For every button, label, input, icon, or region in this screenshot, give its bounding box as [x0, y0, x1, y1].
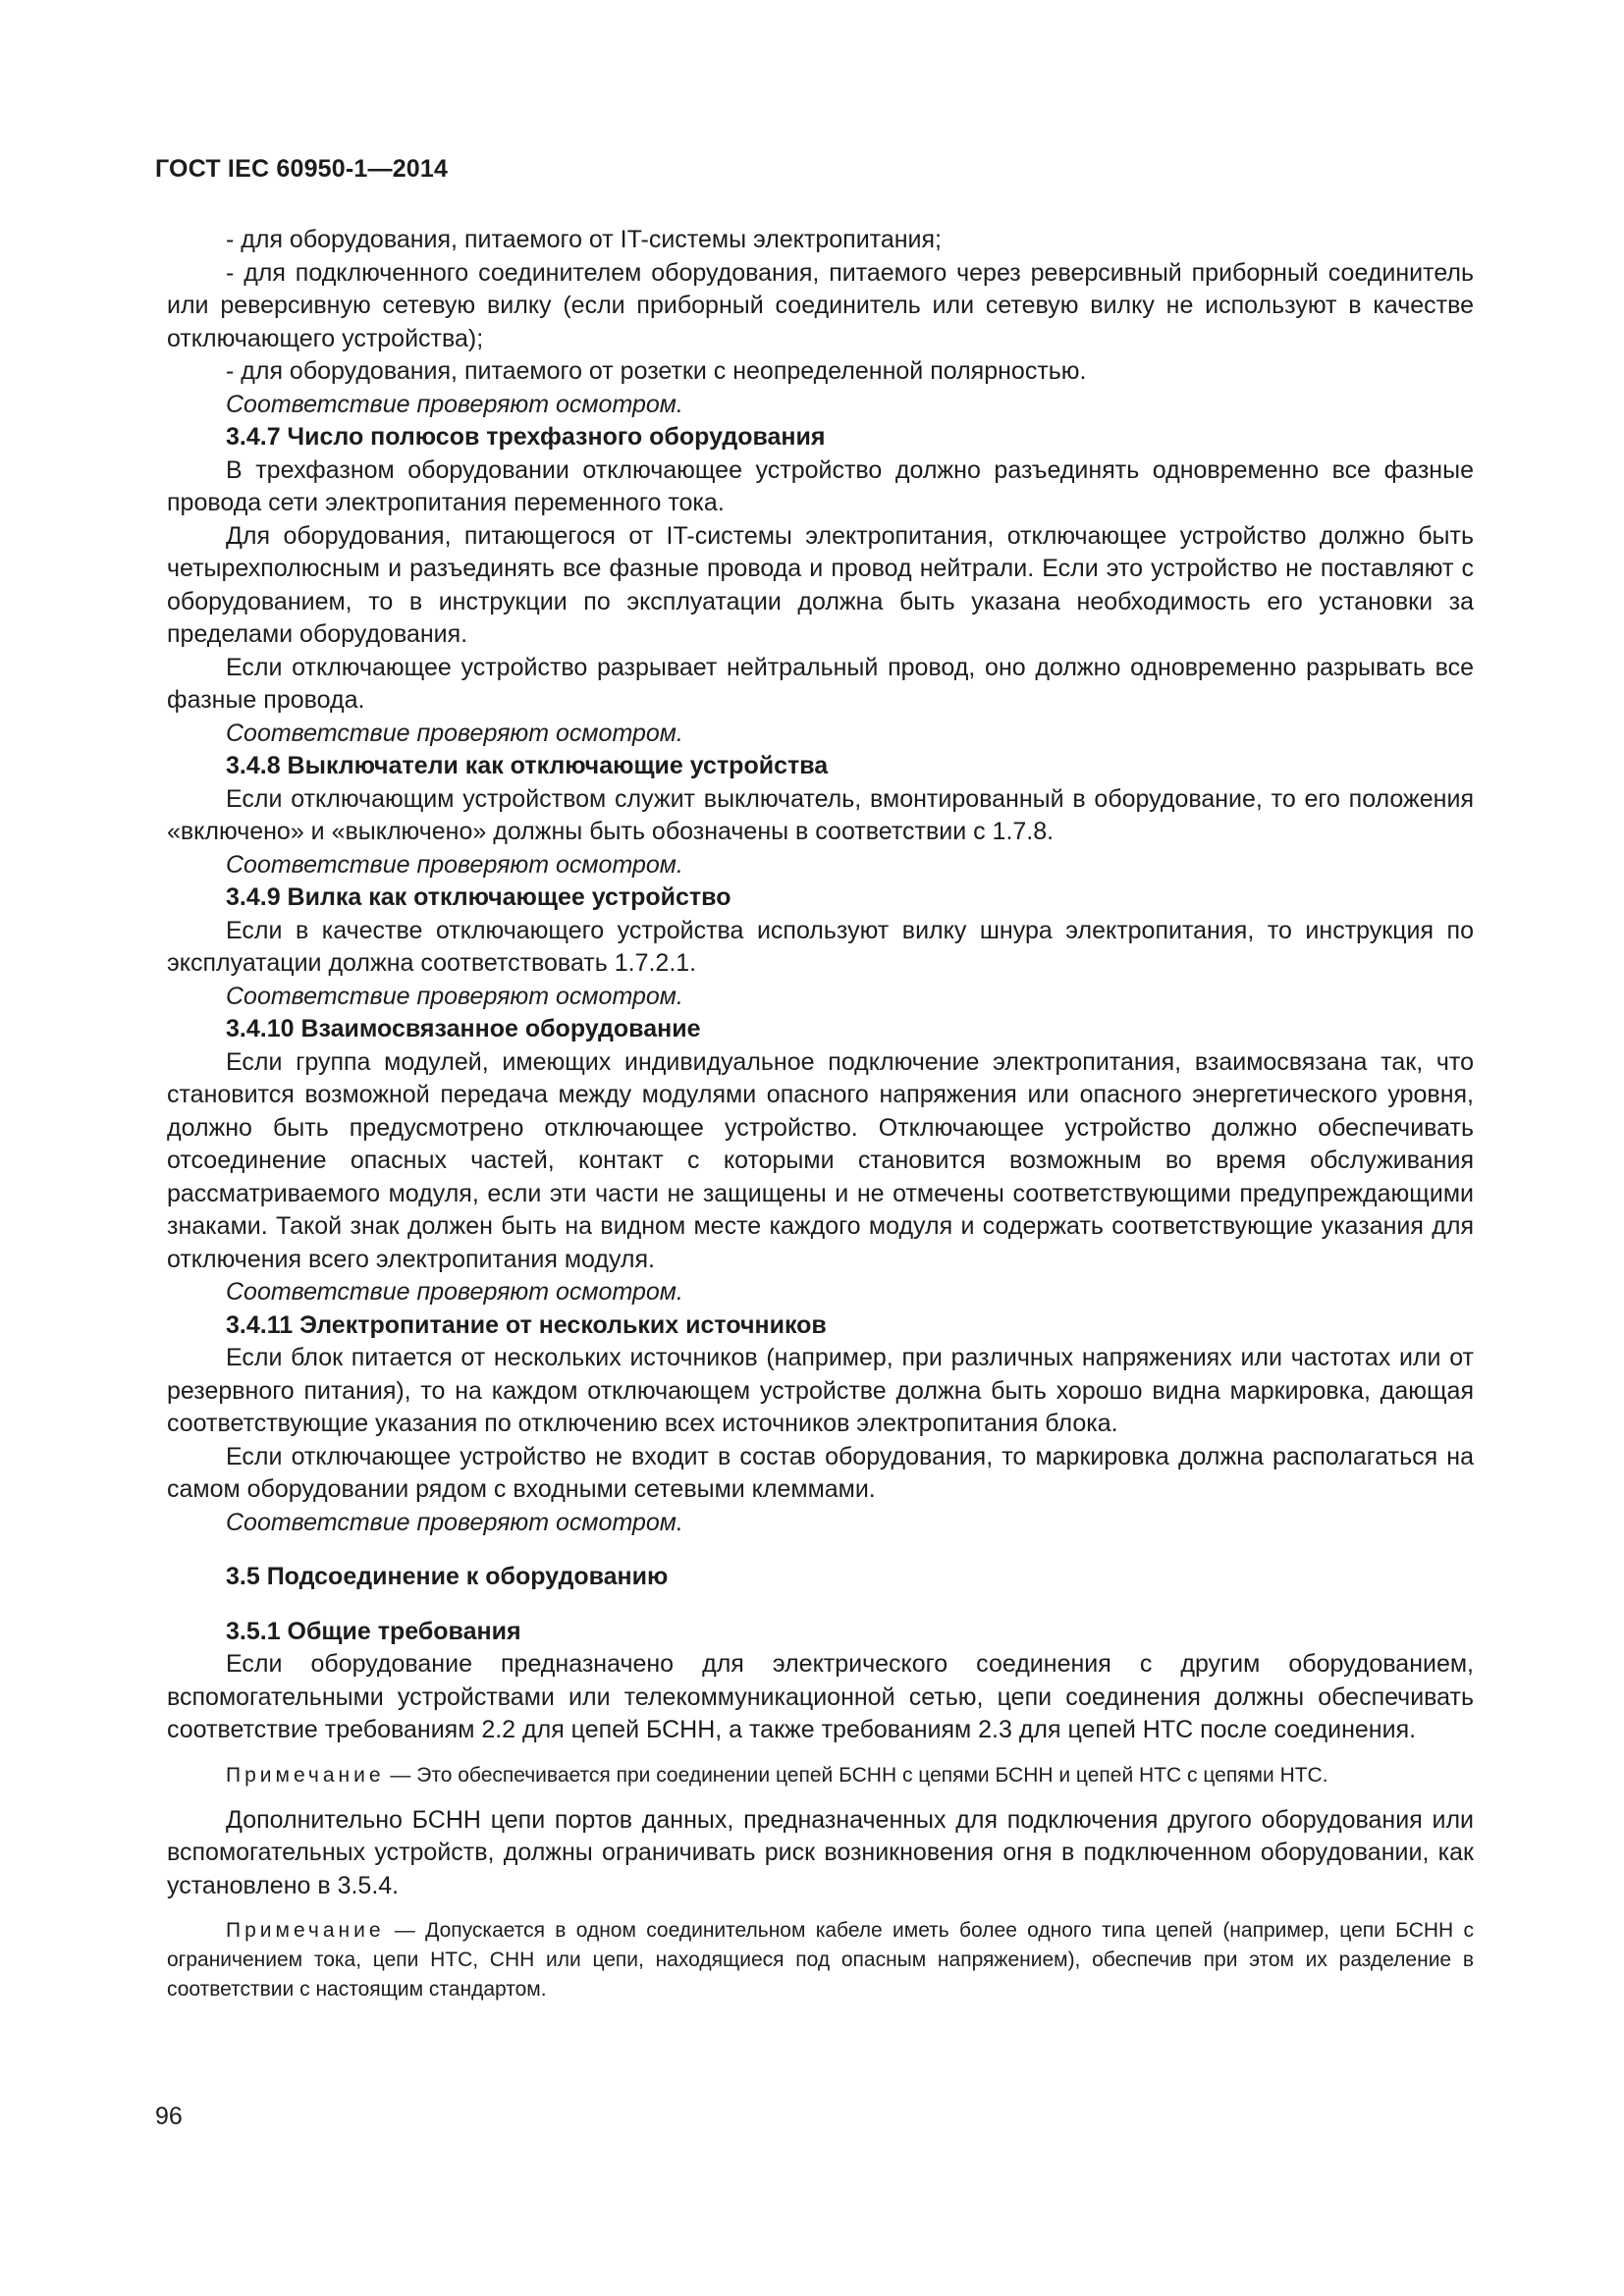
compliance-check: Соответствие проверяют осмотром. [226, 719, 683, 747]
body-paragraph: Если отключающее устройство разрывает нейтральный провод, оно должно одновременно разрывать все фазные провода. [167, 653, 1474, 714]
compliance-check: Соответствие проверяют осмотром. [226, 1278, 683, 1306]
body-paragraph: Дополнительно БСНН цепи портов данных, предназначенных для подключения другого оборудования или вспомогательных устройств, должны ограничивать риск возникновения огня в подключенном оборудовании, как установлено в 3.5.4. [167, 1805, 1474, 1899]
section-heading-3-4-8: 3.4.8 Выключатели как отключающие устройства [226, 752, 829, 779]
compliance-check: Соответствие проверяют осмотром. [226, 390, 683, 418]
document-body [167, 224, 1474, 2004]
list-item: - для подключенного соединителем оборудования, питаемого через реверсивный приборный соединитель или реверсивную сетевую вилку (если приборный соединитель или сетевую вилку не используют в качестве отключающего устройства); [167, 258, 1474, 352]
body-paragraph: Если отключающим устройством служит выключатель, вмонтированный в оборудование, то его положения «включено» и «выключено» должны быть обозначены в соответствии с 1.7.8. [167, 784, 1474, 845]
document-header: ГОСТ IEC 60950-1—2014 [155, 155, 449, 183]
body-paragraph: В трехфазном оборудовании отключающее устройство должно разъединять одновременно все фазные провода сети электропитания переменного тока. [167, 455, 1474, 516]
note-text: — Допускается в одном соединительном кабеле иметь более одного типа цепей (например, цепи БСНН с ограничением тока, цепи НТС, СНН или цепи, находящиеся под опасным напряжением), обеспечив при этом их разделение в соответствии с настоящим стандартом. [167, 1919, 1474, 2001]
note-label: Примечание [226, 1763, 385, 1787]
note [167, 1761, 1474, 1790]
compliance-check: Соответствие проверяют осмотром. [226, 982, 683, 1010]
section-heading-3-4-11: 3.4.11 Электропитание от нескольких источников [226, 1310, 827, 1339]
body-paragraph: Если блок питается от нескольких источников (например, при различных напряжениях или частотах или от резервного питания), то на каждом отключающем устройстве должна быть хорошо видна маркировка, дающая соответствующие указания по отключению всех источников электропитания блока. [167, 1344, 1474, 1437]
note-text: — Это обеспечивается при соединении цепей БСНН с цепями БСНН и цепей НТС с цепями НТС. [390, 1763, 1328, 1787]
compliance-check: Соответствие проверяют осмотром. [226, 850, 683, 879]
body-paragraph: Для оборудования, питающегося от IT-системы электропитания, отключающее устройство должно быть четырехполюсным и разъединять все фазные провода и провод нейтрали. Если это устройство не поставляют с оборудованием, то в инструкции по эксплуатации должна быть указана необходимость его установки за пределами оборудования. [167, 521, 1474, 648]
section-heading-3-5-1: 3.5.1 Общие требования [226, 1617, 521, 1645]
note-label: Примечание [226, 1919, 385, 1942]
section-heading-3-5: 3.5 Подсоединение к оборудованию [226, 1563, 669, 1590]
page-number: 96 [155, 2103, 183, 2130]
list-item: - для оборудования, питаемого от розетки с неопределенной полярностью. [226, 357, 1087, 385]
section-heading-3-4-10: 3.4.10 Взаимосвязанное оборудование [226, 1015, 701, 1042]
section-heading-3-4-9: 3.4.9 Вилка как отключающее устройство [226, 883, 731, 911]
body-paragraph: Если группа модулей, имеющих индивидуальное подключение электропитания, взаимосвязана так, что становится возможной передача между модулями опасного напряжения или опасного энергетического уровня, должно быть предусмотрено отключающее устройство. Отключающее устройство должно обеспечивать отсоединение опасных частей, контакт с которыми становится возможным во время обслуживания рассматриваемого модуля, если эти части не защищены и не отмечены соответствующими предупреждающими знаками. Такой знак должен быть на видном месте каждого модуля и содержать соответствующие указания для отключения всего электропитания модуля. [167, 1047, 1474, 1273]
list-item: - для оборудования, питаемого от IT-системы электропитания; [226, 226, 942, 253]
body-paragraph: Если оборудование предназначено для электрического соединения с другим оборудованием, вспомогательными устройствами или телекоммуникационной сетью, цепи соединения должны обеспечивать соответствие требованиям 2.2 для цепей БСНН, а также требованиям 2.3 для цепей НТС после соединения. [167, 1650, 1474, 1743]
note [167, 1916, 1474, 2004]
body-paragraph: Если отключающее устройство не входит в состав оборудования, то маркировка должна располагаться на самом оборудовании рядом с входными сетевыми клеммами. [167, 1442, 1474, 1503]
section-heading-3-4-7: 3.4.7 Число полюсов трехфазного оборудования [226, 423, 826, 451]
compliance-check: Соответствие проверяют осмотром. [226, 1508, 683, 1536]
body-paragraph: Если в качестве отключающего устройства используют вилку шнура электропитания, то инструкция по эксплуатации должна соответствовать 1.7.2.1. [167, 916, 1474, 977]
